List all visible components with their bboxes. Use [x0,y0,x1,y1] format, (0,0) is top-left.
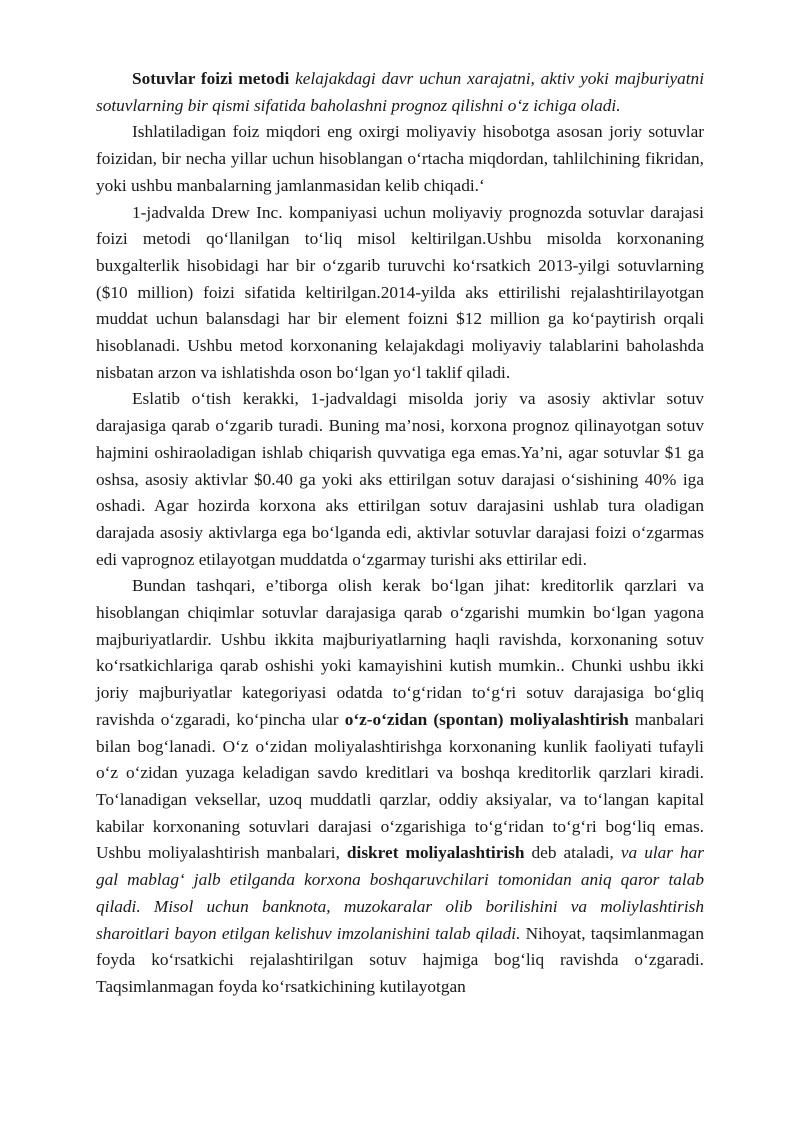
italic-explanation: va ular har gal mablag‘ jalb etilganda korxona boshqaruvchilari tomonidan aniq qaror talab qiladi. Misol uchun banknota, muzokaralar olib borilishini va moliylashtirish sharoitlari bayon etilgan kelishuv imzolanishini talab qiladi. [96,843,705,943]
paragraph-1 [96,66,704,119]
paragraph-5-text-1: Bundan tashqari, e’tiborga olish kerak bo‘lgan jihat: kreditorlik qarzlari va hisoblangan chiqimlar sotuvlar darajasiga qarab o‘zgarishi mumkin bo‘lgan yagona majburiyatlardir. Ushbu ikkita majburiyatlarning haqli ravishda, korxonaning sotuv ko‘rsatkichlariga qarab oshishi yoki kamayishini kutish mumkin.. Chunki ushbu ikki joriy majburiyatlar kategoriyasi odatda to‘g‘ridan to‘g‘ri sotuv darajasiga bo‘gliq ravishda o‘zgaradi, ko‘pincha ular [96,576,704,729]
paragraph-3: 1-jadvalda Drew Inc. kompaniyasi uchun moliyaviy prognozda sotuvlar darajasi foizi metodi qo‘llanilgan to‘liq misol keltirilgan.Ushbu misolda korxonaning buxgalterlik hisobidagi har bir o‘zgarib turuvchi ko‘rsatkich 2013-yilgi sotuvlarning ($10 million) foizi sifatida keltirilgan.2014-yilda aks ettirilishi rejalashtirilayotgan muddat uchun balansdagi har bir element foizni $12 million ga ko‘paytirish orqali hisoblanadi. Ushbu metod korxonaning kelajakdagi moliyaviy talablarini baholashda nisbatan arzon va ishlatishda oson bo‘lgan yo‘l taklif qiladi. [96,202,704,382]
paragraph-4: Eslatib o‘tish kerakki, 1-jadvaldagi misolda joriy va asosiy aktivlar sotuv darajasiga qarab o‘zgarib turadi. Buning ma’nosi, korxona prognoz qilinayotgan sotuv hajmini oshiraoladigan ishlab chiqarish quvvatiga ega emas.Ya’ni, agar sotuvlar $1 ga oshsa, asosiy aktivlar $0.40 ga yoki aks ettirilgan sotuv darajasi o‘sishining 40% iga oshadi. Agar hozirda korxona aks ettirilgan sotuv darajasini ushlab tura oladigan darajada asosiy aktivlarga ega bo‘lganda edi, aktivlar sotuvlar darajasi foizi o‘zgarmas edi vaprognoz etilayotgan muddatda o‘zgarmay turishi aks ettirilar edi. [96,389,704,569]
paragraph-5-text-4: Nihoyat, taqsimlanmagan foyda ko‘rsatkichi rejalashtirilgan sotuv hajmiga bog‘liq ravishda o‘zgaradi. Taqsimlanmagan foyda ko‘rsatkichining kutilayotgan [96,923,704,996]
bold-term-spontan-moliyalashtirish: o‘z-o‘zidan (spontan) moliyalashtirish [344,709,629,729]
bold-term-diskret-moliyalashtirish: diskret moliyalashtirish [346,843,525,863]
bold-term-sotuvlar-foizi-metodi: Sotuvlar foizi metodi [132,69,290,88]
italic-definition: kelajakdagi davr uchun xarajatni, aktiv yoki majburiyatni sotuvlarning bir qismi sifatida baholashni prognoz qilishni o‘z ichiga oladi. [96,69,704,115]
paragraph-2: Ishlatiladigan foiz miqdori eng oxirgi moliyaviy hisobotga asosan joriy sotuvlar foizidan, bir necha yillar uchun hisoblangan o‘rtacha miqdordan, tahlilchining fikridan, yoki ushbu manbalarning jamlanmasidan kelib chiqadi.‘ [96,122,704,195]
paragraph-5-text-2: manbalari bilan bog‘lanadi. O‘z o‘zidan moliyalashtirishga korxonaning kunlik faoliyati tufayli o‘z o‘zidan yuzaga keladigan savdo kreditlari va boshqa kreditorlik qarzlari kiradi. To‘lanadigan veksellar, uzoq muddatli qarzlar, oddiy aksiyalar, va to‘langan kapital kabilar korxonaning sotuvlari darajasi o‘zgarishiga to‘g‘ridan to‘g‘ri bog‘liq emas. Ushbu moliyalashtirish manbalari, [96,709,704,863]
paragraph-5 [96,573,704,1000]
paragraph-5-text-3: deb ataladi, [524,843,621,863]
